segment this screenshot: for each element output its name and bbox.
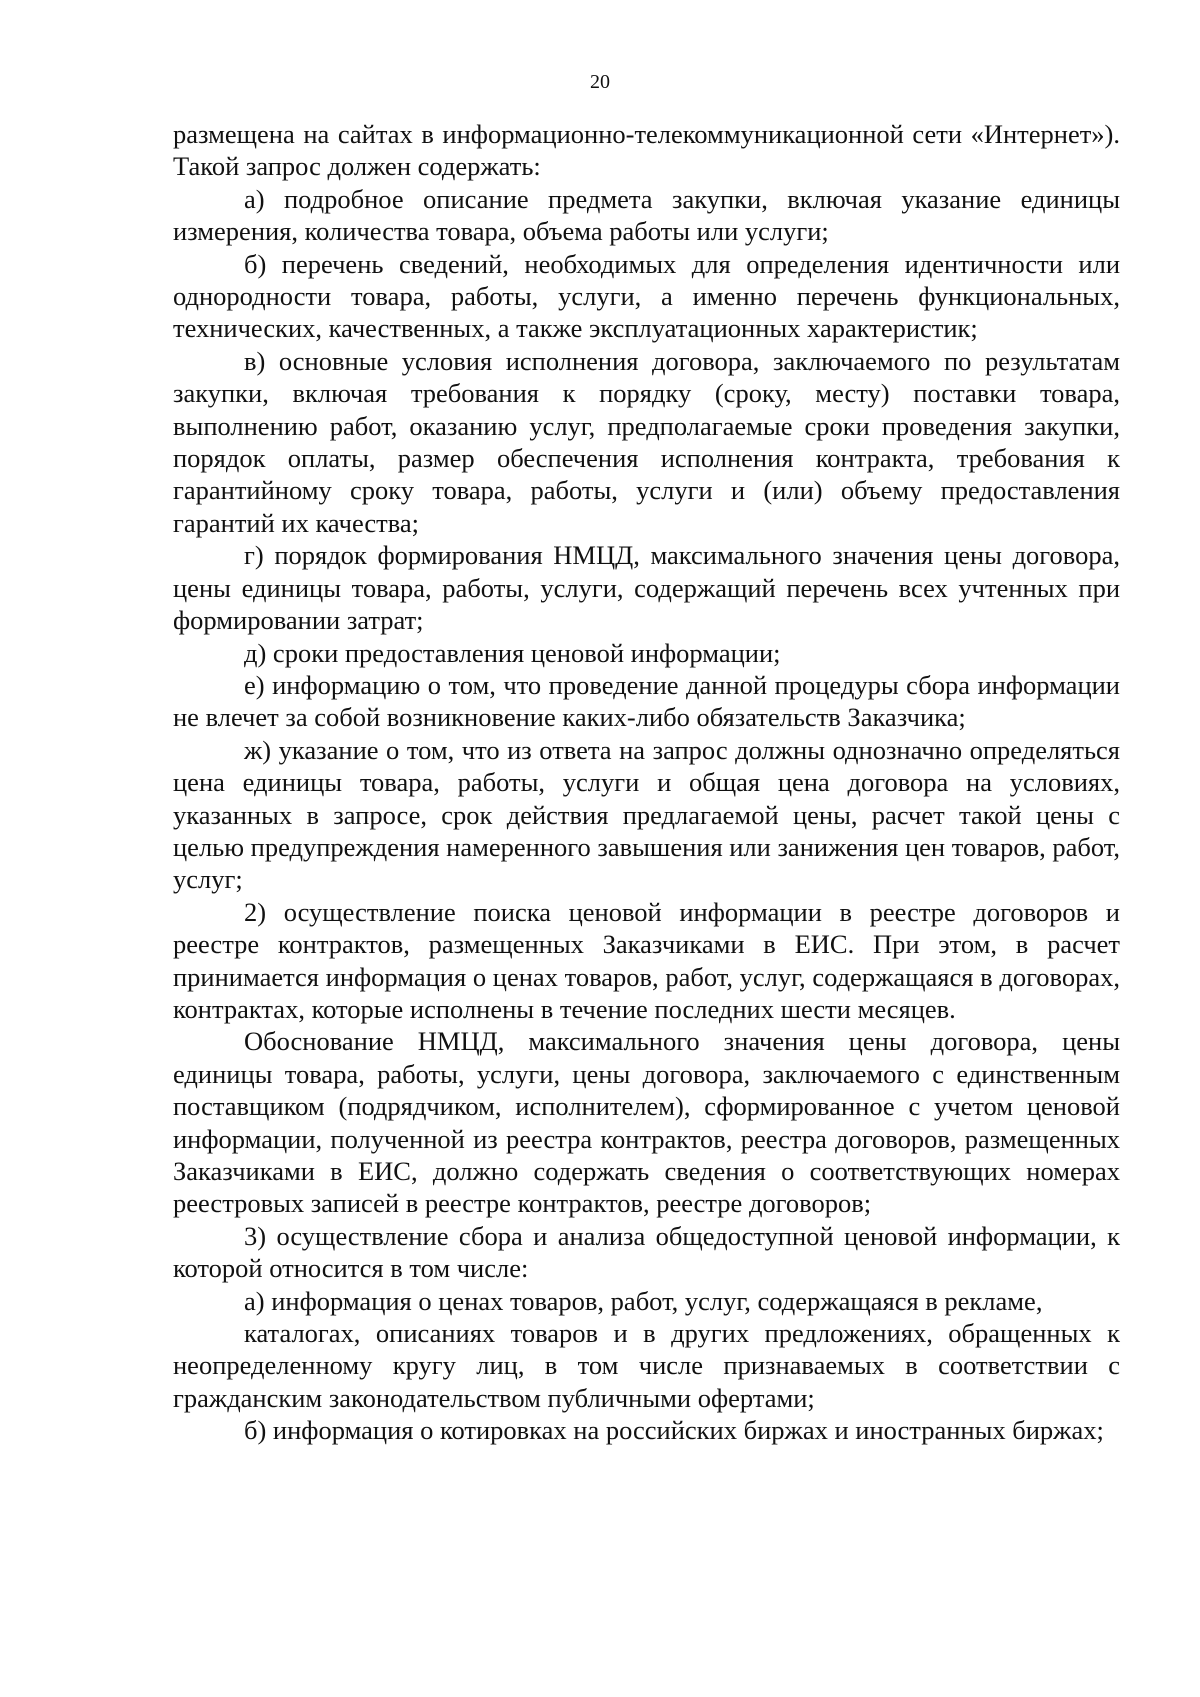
document-paragraph: размещена на сайтах в информационно-телекоммуникационной сети «Интернет»). Такой запрос должен содержать:: [173, 119, 1120, 182]
document-paragraph: б) информация о котировках на российских биржах и иностранных биржах;: [244, 1415, 1104, 1446]
document-paragraph: каталогах, описаниях товаров и в других предложениях, обращенных к неопределенному кругу лиц, в том числе признаваемых в соответствии с гражданским законодательством публичными офертами;: [173, 1318, 1120, 1413]
document-paragraph: в) основные условия исполнения договора, заключаемого по результатам закупки, включая требования к порядку (сроку, месту) поставки товара, выполнению работ, оказанию услуг, предполагаемые сроки проведения закупки, порядок оплаты, размер обеспечения исполнения контракта, требования к гарантийному сроку товара, работы, услуги и (или) объему предоставления гарантий их качества;: [173, 345, 1120, 538]
document-paragraph: а) подробное описание предмета закупки, включая указание единицы измерения, количества товара, объема работы или услуги;: [173, 183, 1120, 247]
document-paragraph: г) порядок формирования НМЦД, максимального значения цены договора, цены единицы товара, работы, услуги, содержащий перечень всех учтенных при формировании затрат;: [173, 540, 1120, 636]
document-paragraph: Обоснование НМЦД, максимального значения цены договора, цены единицы товара, работы, услуги, цены договора, заключаемого с единственным поставщиком (подрядчиком, исполнителем), сформированное с учетом ценовой информации, полученной из реестра контрактов, реестра договоров, размещенных Заказчиками в ЕИС, должно содержать сведения о соответствующих номерах реестровых записей в реестре контрактов, реестре договоров;: [173, 1026, 1120, 1219]
document-paragraph: е) информацию о том, что проведение данной процедуры сбора информации не влечет за собой возникновение каких-либо обязательств Заказчика;: [173, 669, 1120, 733]
document-paragraph: 3) осуществление сбора и анализа общедоступной ценовой информации, к которой относится в том числе:: [173, 1220, 1120, 1284]
page-number: 20: [590, 71, 610, 93]
document-paragraph: б) перечень сведений, необходимых для определения идентичности или однородности товара, работы, услуги, а именно перечень функциональных, технических, качественных, а также эксплуатационных характеристик;: [173, 248, 1120, 344]
document-paragraph: 2) осуществление поиска ценовой информации в реестре договоров и реестре контрактов, размещенных Заказчиками в ЕИС. При этом, в расчет принимается информация о ценах товаров, работ, услуг, содержащаяся в договорах, контрактах, которые исполнены в течение последних шести месяцев.: [173, 896, 1120, 1024]
document-paragraph: д) сроки предоставления ценовой информации;: [244, 637, 781, 668]
document-body: [173, 118, 1120, 1447]
document-paragraph: а) информация о ценах товаров, работ, услуг, содержащаяся в рекламе,: [244, 1285, 1043, 1316]
document-paragraph: ж) указание о том, что из ответа на запрос должны однозначно определяться цена единицы товара, работы, услуги и общая цена договора на условиях, указанных в запросе, срок действия предлагаемой цены, расчет такой цены с целью предупреждения намеренного завышения или занижения цен товаров, работ, услуг;: [173, 734, 1120, 895]
